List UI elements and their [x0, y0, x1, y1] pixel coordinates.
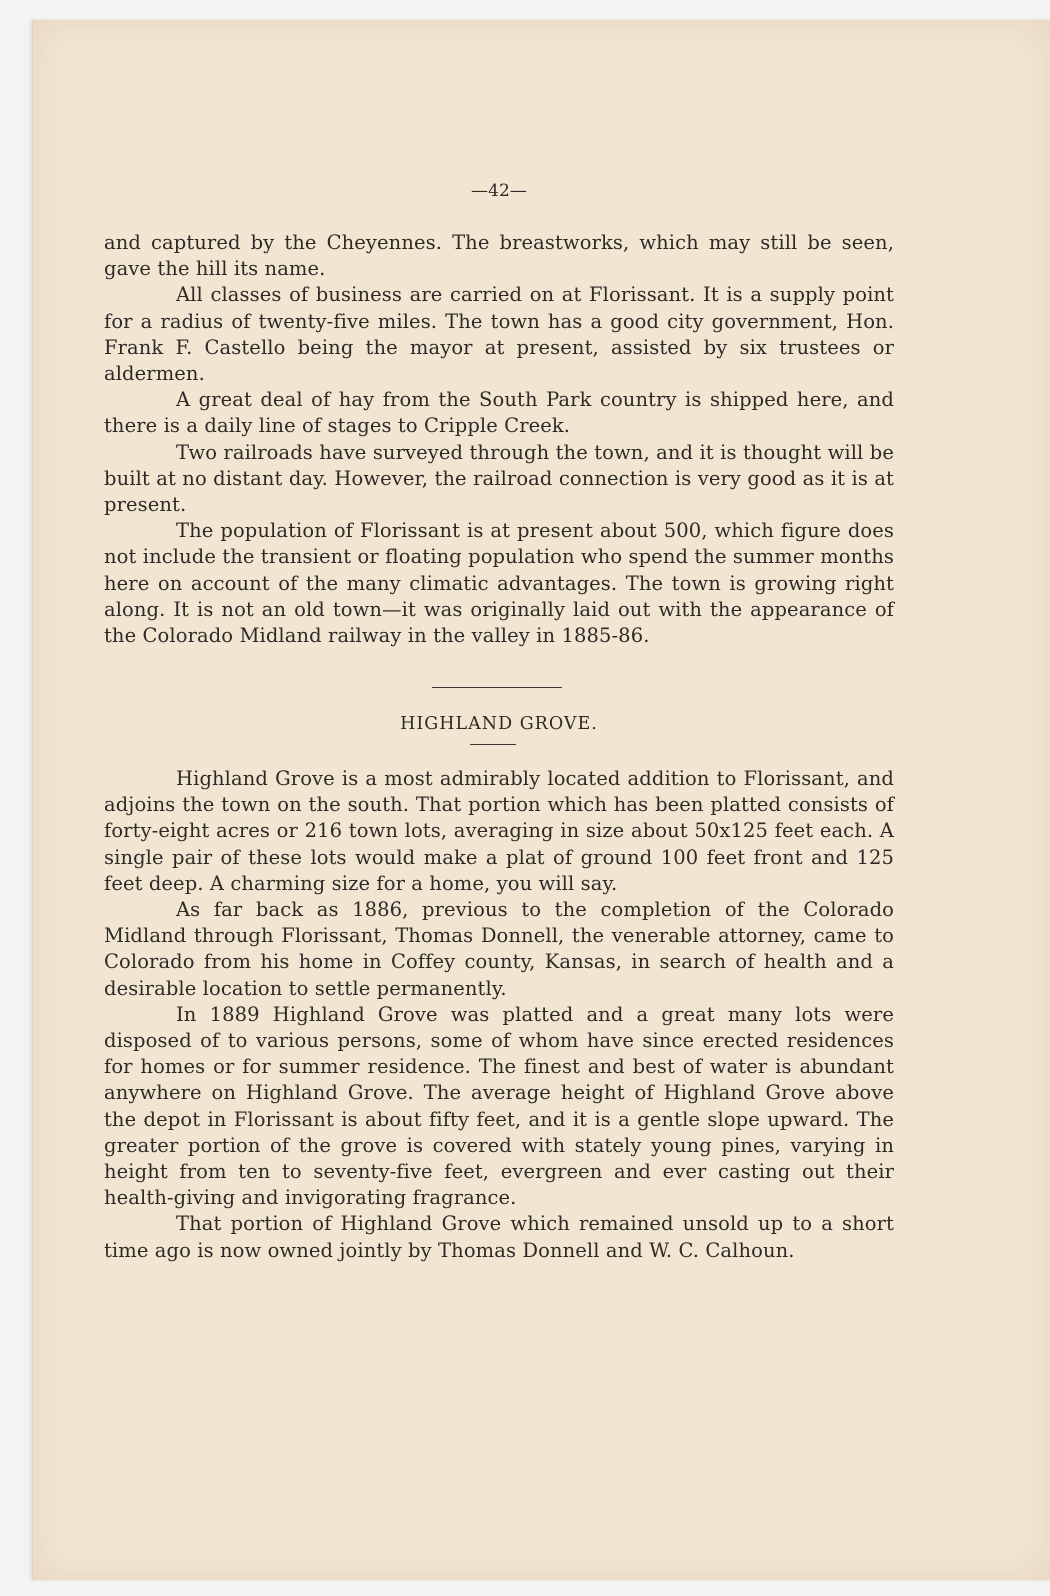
paragraph: Two railroads have surveyed through the town, and it is thought will be built at no distant day. However, the railroad connection is very good as it is at present. [104, 440, 894, 517]
paragraph: That portion of Highland Grove which remained unsold up to a short time ago is now owned jointly by Thomas Donnell and W. C. Calhoun. [104, 1212, 894, 1262]
paragraph: As far back as 1886, previous to the completion of the Colorado Midland through Florissant, Thomas Donnell, the venerable attorney, came to Colorado from his home in Coffey county, Kansas, in search of health and a desirable location to settle permanently. [104, 898, 894, 1000]
document-page [32, 20, 1050, 1580]
section-divider [432, 687, 562, 688]
paragraph: Highland Grove is a most admirably located addition to Florissant, and adjoins the town on the south. That portion which has been platted consists of forty-eight acres or 216 town lots, averaging in size about 50x125 feet each. A single pair of these lots would make a plat of ground 100 feet front and 125 feet deep. A charming size for a home, you will say. [104, 767, 894, 895]
section-highland-grove [104, 766, 894, 1264]
paragraph: A great deal of hay from the South Park country is shipped here, and there is a daily line of stages to Cripple Creek. [104, 388, 894, 438]
paragraph: The population of Florissant is at present about 500, which figure does not include the transient or floating population who spend the summer months here on account of the many climatic advantages. The town is growing right along. It is not an old town—it was originally laid out with the appearance of the Colorado Midland railway in the valley in 1885-86. [104, 519, 894, 648]
paragraph: All classes of business are carried on at Florissant. It is a supply point for a radius of twenty-five miles. The town has a good city government, Hon. Frank F. Castello being the mayor at present, assisted by six trustees or aldermen. [104, 283, 894, 386]
paragraph: and captured by the Cheyennes. The breastworks, which may still be seen, gave the hill its name. [104, 231, 894, 281]
section-heading: HIGHLAND GROVE. [400, 714, 598, 734]
paragraph: In 1889 Highland Grove was platted and a great many lots were disposed of to various persons, some of whom have since erected residences for homes or for summer residence. The finest and best of water is abundant anywhere on Highland Grove. The average height of Highland Grove above the depot in Florissant is about fifty feet, and it is a gentle slope upward. The greater portion of the grove is covered with stately young pines, varying in height from ten to seventy-five feet, evergreen and ever casting out their health-giving and invigorating fragrance. [104, 1002, 894, 1210]
page-number: —42— [470, 181, 528, 201]
heading-underline [470, 744, 516, 745]
section-florissant [104, 230, 894, 649]
